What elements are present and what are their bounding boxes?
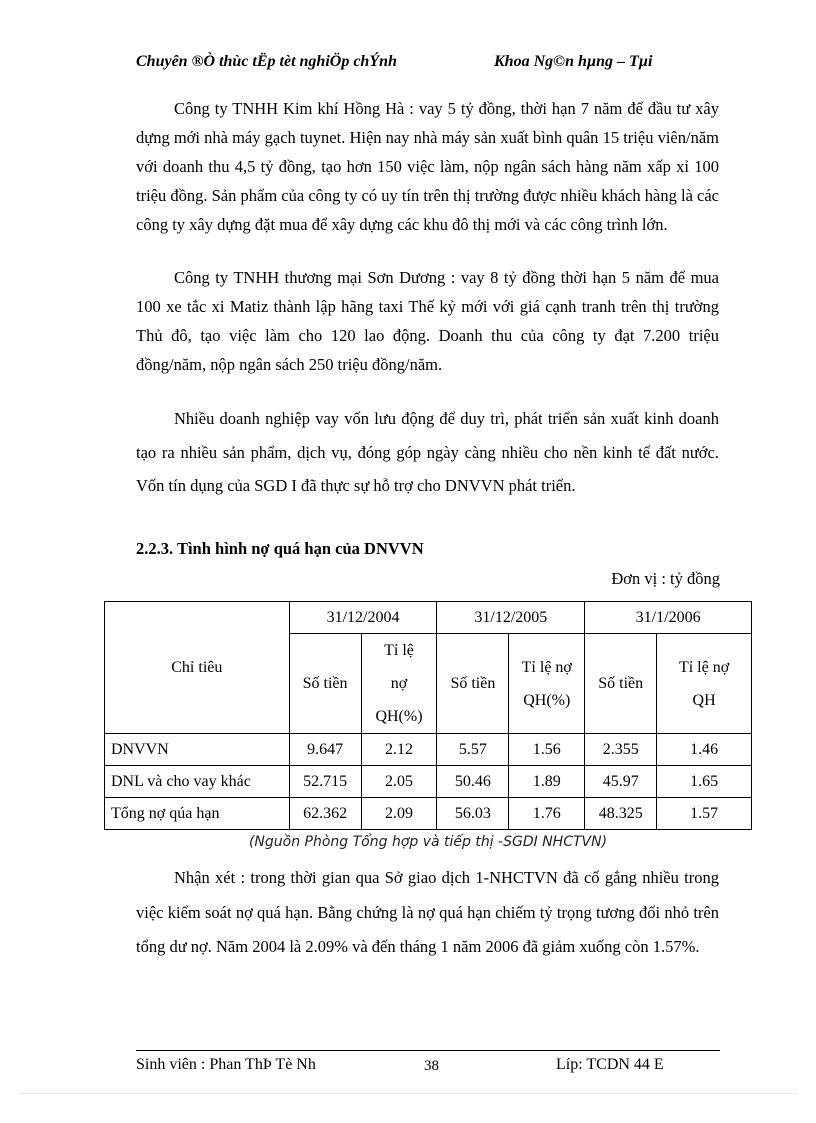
row-label: DNL và cho vay khác	[105, 766, 290, 798]
table-cell: 9.647	[289, 734, 361, 766]
footer-student: Sinh viên : Phan ThÞ Tè Nh	[136, 1056, 316, 1073]
overdue-debt-table	[104, 601, 752, 830]
source-note: (Nguồn Phòng Tổng hợp và tiếp thị -SGDI NHCTVN)	[248, 834, 608, 850]
sub-header-ratio	[509, 634, 585, 734]
table-cell: 62.362	[289, 798, 361, 830]
section-heading: 2.2.3. Tình hình nợ quá hạn của DNVVN	[136, 539, 424, 558]
table-cell: 1.57	[657, 798, 752, 830]
table-cell: 1.46	[657, 734, 752, 766]
sub-header-ratio-line: QH(%)	[375, 708, 423, 725]
table-cell: 2.355	[585, 734, 657, 766]
paragraph-conclusion: Nhận xét : trong thời gian qua Sở giao dịch 1-NHCTVN đã cố gắng nhiều trong việc kiểm soát nợ quá hạn. Bằng chứng là nợ quá hạn chiếm tỷ trọng tương đối nhỏ trên tổng dư nợ. Năm 2004 là 2.09% và đến tháng 1 năm 2006 đã giảm xuống còn 1.57%.	[136, 868, 719, 956]
sub-header-amount: Số tiền	[437, 634, 509, 734]
sub-header-ratio-line: Tỉ lệ nợ	[678, 658, 730, 676]
table-cell: 48.325	[585, 798, 657, 830]
footer-class: Líp: TCDN 44 E	[556, 1056, 664, 1073]
row-label: Tổng nợ qúa hạn	[105, 798, 290, 830]
sub-header-ratio-line: Tỉ lệ	[384, 642, 414, 659]
footer-divider	[136, 1050, 720, 1051]
page-edge-divider	[20, 1093, 796, 1094]
table-cell: 45.97	[585, 766, 657, 798]
header-right: Khoa Ng©n hµng – Tµi	[494, 53, 653, 70]
table-cell: 2.05	[361, 766, 437, 798]
table-cell: 1.76	[509, 798, 585, 830]
period-header-2004: 31/12/2004	[289, 602, 437, 634]
paragraph-kim-khi-hong-ha: Công ty TNHH Kim khí Hồng Hà : vay 5 tỷ đồng, thời hạn 7 năm để đầu tư xây dựng mới nhà máy gạch tuynet. Hiện nay nhà máy sản xuất bình quân 15 triệu viên/năm với doanh thu 4,5 tỷ đồng, tạo hơn 150 việc làm, nộp ngân sách hàng năm xấp xỉ 100 triệu đồng. Sản phẩm của công ty có uy tín trên thị trường được nhiều khách hàng là các công ty xây dựng đặt mua để xây dựng các khu đô thị mới và các công trình lớn.	[136, 99, 719, 234]
header-left: Chuyên ®Ò thùc tËp tèt nghiÖp chÝnh	[136, 53, 397, 70]
table-cell: 1.89	[509, 766, 585, 798]
table-cell: 52.715	[289, 766, 361, 798]
table-cell: 50.46	[437, 766, 509, 798]
sub-header-ratio-line: Tỉ lệ nợ	[521, 658, 572, 676]
unit-note: Đơn vị : tỷ đồng	[611, 569, 720, 588]
col-header-indicator: Chỉ tiêu	[105, 602, 290, 734]
page-number: 38	[424, 1058, 439, 1074]
table-cell: 2.09	[361, 798, 437, 830]
table-row	[105, 798, 752, 830]
period-header-2005: 31/12/2005	[437, 602, 585, 634]
table-cell: 1.65	[657, 766, 752, 798]
paragraph-dnvvn-credit: Nhiều doanh nghiệp vay vốn lưu động để duy trì, phát triển sản xuất kinh doanh tạo ra nhiều sản phẩm, dịch vụ, đóng góp ngày càng nhiều cho nền kinh tế đất nước. Vốn tín dụng của SGD I đã thực sự hỗ trợ cho DNVVN phát triển.	[136, 409, 719, 495]
table-cell: 1.56	[509, 734, 585, 766]
sub-header-ratio	[361, 634, 437, 734]
sub-header-ratio-line: QH(%)	[523, 691, 571, 709]
row-label: DNVVN	[105, 734, 290, 766]
table-cell: 56.03	[437, 798, 509, 830]
sub-header-ratio	[657, 634, 752, 734]
table-row	[105, 734, 752, 766]
table-row	[105, 766, 752, 798]
table-cell: 5.57	[437, 734, 509, 766]
sub-header-amount: Số tiền	[585, 634, 657, 734]
sub-header-amount: Số tiền	[289, 634, 361, 734]
sub-header-ratio-line: QH	[692, 691, 716, 709]
table-cell: 2.12	[361, 734, 437, 766]
sub-header-ratio-line: nợ	[390, 675, 408, 692]
paragraph-son-duong: Công ty TNHH thương mại Sơn Dương : vay 8 tỷ đồng thời hạn 5 năm để mua 100 xe tắc xi Matiz thành lập hãng taxi Thế kỷ mới với giá cạnh tranh trên thị trường Thủ đô, tạo việc làm cho 120 lao động. Doanh thu của công ty đạt 7.200 triệu đồng/năm, nộp ngân sách 250 triệu đồng/năm.	[136, 268, 719, 374]
period-header-2006: 31/1/2006	[585, 602, 752, 634]
